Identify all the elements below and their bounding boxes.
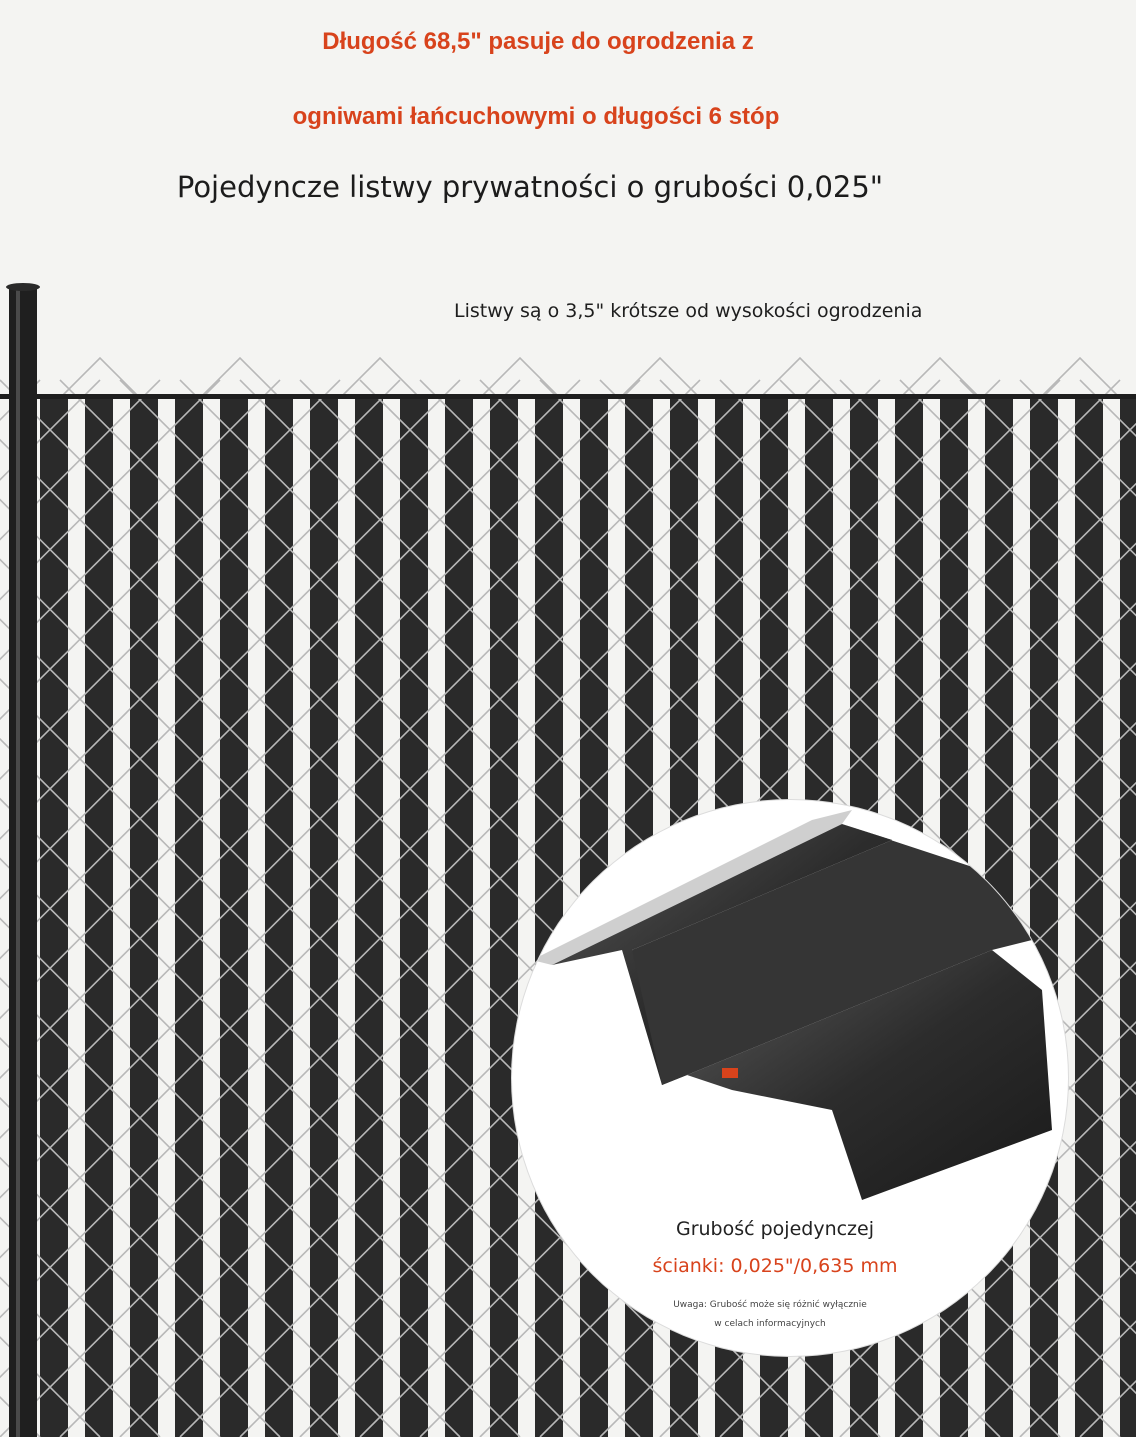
fence-post-cap: [6, 283, 40, 291]
fence-post-highlight: [16, 290, 20, 1437]
mesh-top-knuckle: [760, 358, 840, 398]
privacy-slat: [130, 399, 158, 1437]
fence-post: [9, 286, 37, 1437]
slat-closeup: [512, 800, 1068, 1356]
slat-length-note: Listwy są o 3,5" krótsze od wysokości ogrodzenia: [454, 300, 923, 322]
mesh-wire: [0, 380, 520, 1437]
privacy-slat: [1120, 399, 1136, 1437]
product-subtitle: Pojedyncze listwy prywatności o grubości 0,025": [176, 170, 884, 204]
thickness-value: ścianki: 0,025"/0,635 mm: [652, 1255, 898, 1277]
privacy-slat: [310, 399, 338, 1437]
privacy-slat: [85, 399, 113, 1437]
mesh-wire: [0, 380, 520, 1437]
disclaimer-line-2: w celach informacyjnych: [714, 1319, 826, 1329]
headline-line-1: Długość 68,5" pasuje do ogrodzenia z: [322, 28, 754, 55]
mesh-top-knuckle: [340, 358, 420, 398]
privacy-slat: [265, 399, 293, 1437]
thickness-marker: [722, 1068, 738, 1078]
thickness-label: Grubość pojedynczej: [675, 1218, 875, 1240]
fence-top-rail: [0, 394, 1136, 399]
privacy-slat: [445, 399, 473, 1437]
disclaimer-line-1: Uwaga: Grubość może się różnić wyłącznie: [673, 1300, 867, 1310]
headline-line-2: ogniwami łańcuchowymi o długości 6 stóp: [292, 103, 780, 130]
